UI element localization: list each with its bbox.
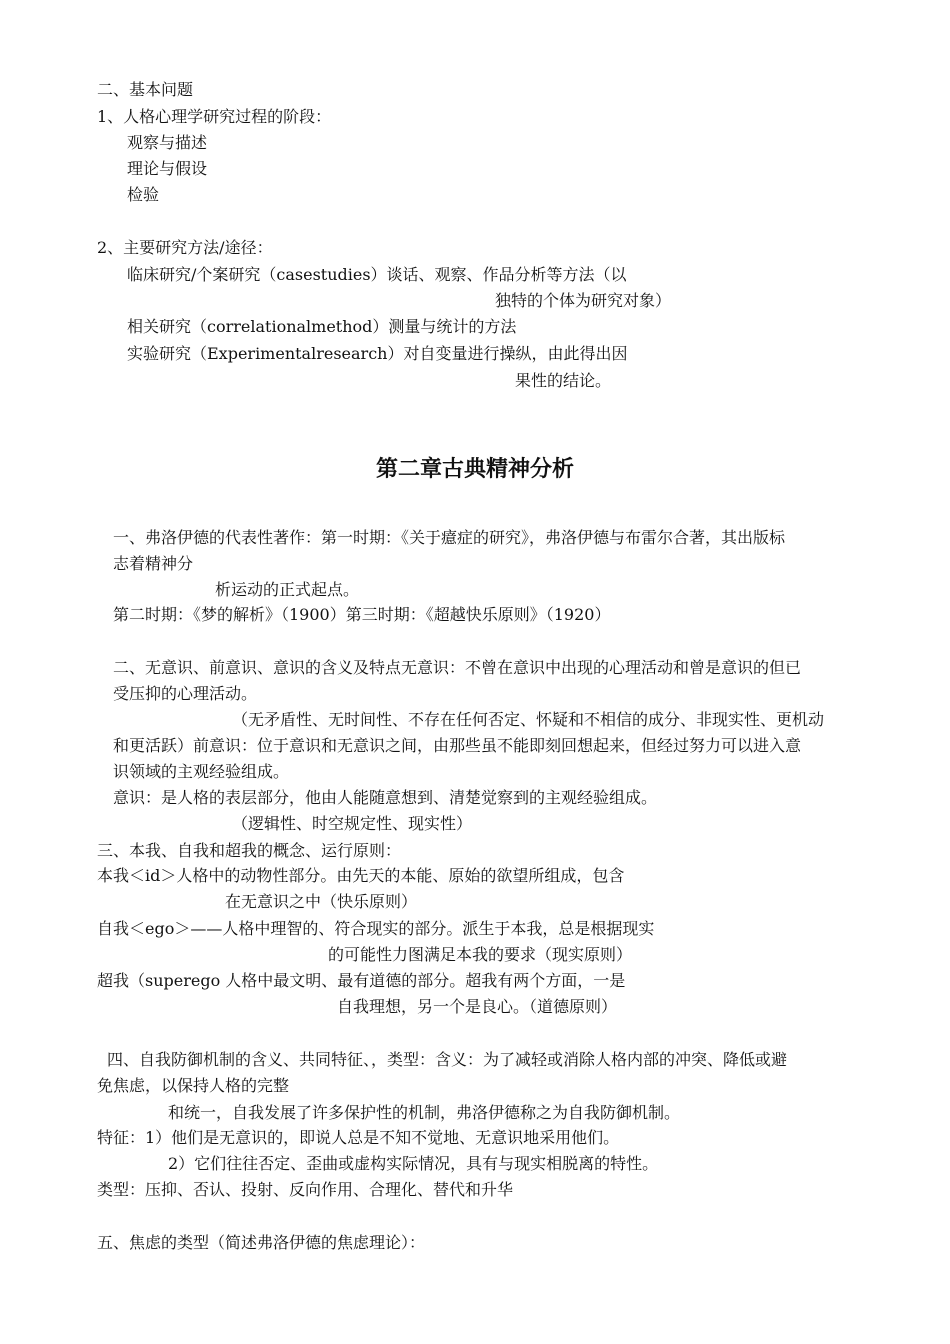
- method-experimental-line1: 实验研究（Experimentalresearch）对自变量进行操纵，由此得出因: [127, 344, 628, 363]
- part2-line: 意识：是人格的表层部分，他由人能随意想到、清楚觉察到的主观经验组成。: [113, 788, 658, 807]
- part2-line: （无矛盾性、无时间性、不存在任何否定、怀疑和不相信的成分、非现实性、更机动: [232, 710, 825, 729]
- superego-definition: 超我（superego 人格中最文明、最有道德的部分。超我有两个方面，一是: [97, 971, 626, 990]
- id-principle: 在无意识之中（快乐原则）: [225, 892, 418, 911]
- method-correlational: 相关研究（correlationalmethod）测量与统计的方法: [127, 317, 517, 336]
- ego-principle: 的可能性力图满足本我的要求（现实原则）: [328, 945, 633, 964]
- superego-principle: 自我理想，另一个是良心。（道德原则）: [337, 997, 618, 1016]
- part1-line: 一、弗洛伊德的代表性著作：第一时期：《关于癔症的研究》，弗洛伊德与布雷尔合著，其出版标: [113, 528, 786, 547]
- part1-periods: 第二时期：《梦的解析》（1900）第三时期：《超越快乐原则》（1920）: [113, 605, 611, 624]
- part3-heading: 三、本我、自我和超我的概念、运行原则：: [97, 841, 402, 860]
- part2-line: 和更活跃）前意识：位于意识和无意识之间，由那些虽不能即刻回想起来，但经过努力可以进入意: [113, 736, 802, 755]
- part2-line: 二、无意识、前意识、意识的含义及特点无意识：不曾在意识中出现的心理活动和曾是意识的但已: [113, 658, 802, 677]
- basic-questions-heading: 二、基本问题: [97, 80, 194, 99]
- part1-line: 志着精神分: [113, 554, 194, 573]
- part4-types: 类型：压抑、否认、投射、反向作用、合理化、替代和升华: [97, 1180, 514, 1199]
- part2-line: 识领域的主观经验组成。: [113, 762, 290, 781]
- method-clinical-line2: 独特的个体为研究对象）: [495, 291, 672, 310]
- research-methods-title: 2、主要研究方法/途径：: [97, 238, 273, 257]
- part4-feature-2: 2）它们往往否定、歪曲或虚构实际情况，具有与现实相脱离的特性。: [168, 1154, 659, 1173]
- stage-item: 检验: [127, 185, 160, 204]
- part4-line: 和统一，自我发展了许多保护性的机制，弗洛伊德称之为自我防御机制。: [168, 1103, 681, 1122]
- id-definition: 本我＜id＞人格中的动物性部分。由先天的本能、原始的欲望所组成，包含: [97, 866, 625, 885]
- chapter-title: 第二章古典精神分析: [375, 457, 574, 482]
- ego-definition: 自我＜ego＞——人格中理智的、符合现实的部分。派生于本我，总是根据现实: [97, 919, 655, 938]
- part2-line: （逻辑性、时空规定性、现实性）: [232, 814, 473, 833]
- part1-line: 析运动的正式起点。: [215, 580, 360, 599]
- part4-line: 四、自我防御机制的含义、共同特征、，类型：含义：为了减轻或消除人格内部的冲突、降低或避: [107, 1050, 788, 1069]
- part5-heading: 五、焦虑的类型（简述弗洛伊德的焦虑理论）：: [97, 1233, 426, 1252]
- stage-item: 观察与描述: [127, 133, 208, 152]
- research-stages-title: 1、人格心理学研究过程的阶段：: [97, 107, 332, 126]
- part4-line: 免焦虑，以保持人格的完整: [97, 1076, 290, 1095]
- method-experimental-line2: 果性的结论。: [515, 371, 612, 390]
- stage-item: 理论与假设: [127, 159, 208, 178]
- part2-line: 受压抑的心理活动。: [113, 684, 258, 703]
- part4-feature-1: 特征：1）他们是无意识的，即说人总是不知不觉地、无意识地采用他们。: [97, 1128, 620, 1147]
- method-clinical-line1: 临床研究/个案研究（casestudies）谈话、观察、作品分析等方法（以: [127, 265, 627, 284]
